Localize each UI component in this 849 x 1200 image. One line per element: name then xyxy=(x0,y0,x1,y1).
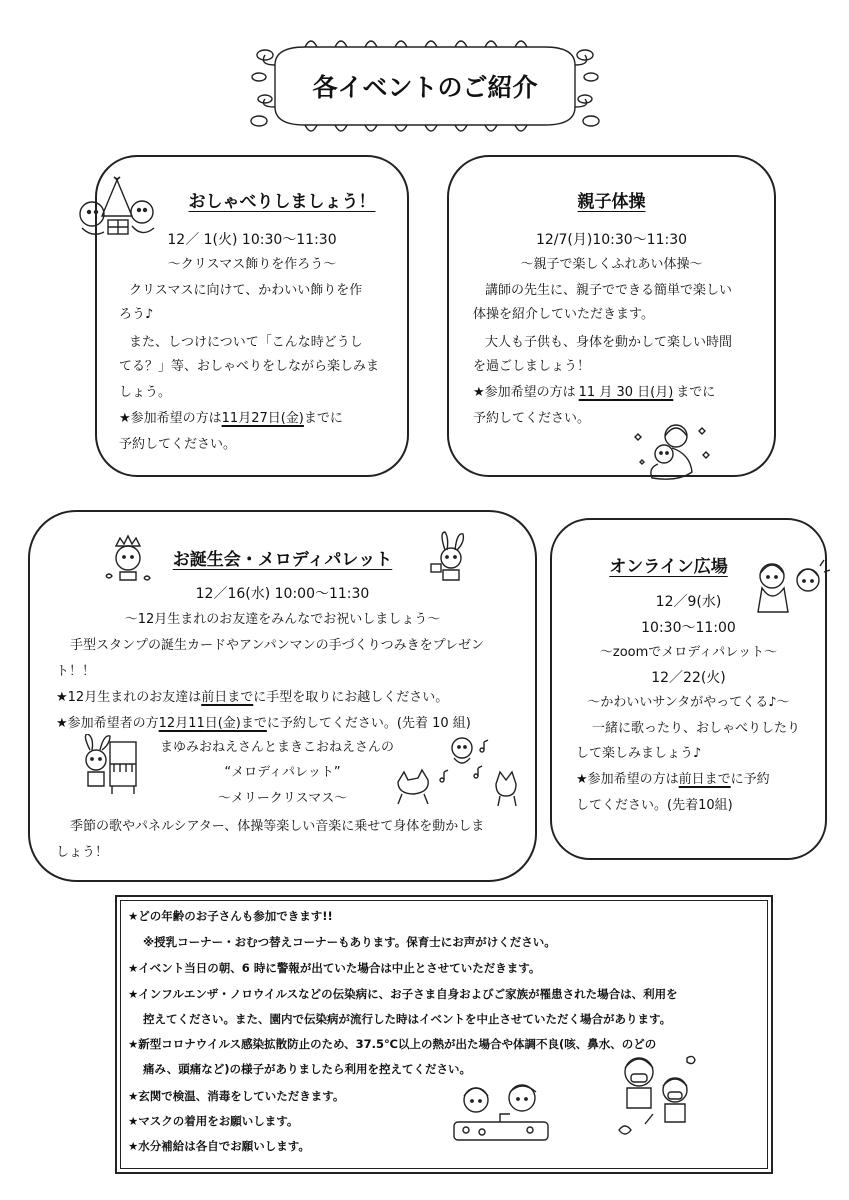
melody-parade-hosts: まゆみおねえさんとまきこおねえさんの xyxy=(160,740,395,755)
parent-child-exercise-card xyxy=(447,155,776,477)
birthday-event-text: ト！！ xyxy=(56,664,96,679)
birthday-reservation-deadline: 12月11日(金)まで xyxy=(158,716,267,731)
chat-event-date: 12／ 1(火) 10:30～11:30 xyxy=(167,232,337,248)
online-event-date-1: 12／9(水) xyxy=(655,594,722,610)
note-item: ※授乳コーナー・おむつ替えコーナーもあります。保育士にお声がけください。 xyxy=(143,935,556,949)
melody-parade-subtitle: ～メリークリスマス～ xyxy=(217,791,348,806)
exercise-event-text: 体操を紹介していただきます。 xyxy=(473,307,654,322)
online-event-subtitle-2: ～かわいいサンタがやってくる♪～ xyxy=(587,695,790,710)
birthday-event-subtitle: ～12月生まれのお友達をみんなでお祝いしましょう～ xyxy=(124,612,441,627)
singing-animals-illustration xyxy=(388,734,528,812)
children-washing-hands-illustration xyxy=(446,1082,556,1152)
online-event-subtitle-1: ～zoomでメロディパレット～ xyxy=(599,645,778,660)
birthday-reservation-note: ★参加希望者の方12月11日(金)までに予約してください。(先着 10 組) xyxy=(56,716,471,731)
rabbit-with-gift-illustration xyxy=(425,530,475,584)
online-reservation-deadline: 前日まで xyxy=(678,772,731,787)
online-event-date-2: 12／22(火) xyxy=(651,670,726,686)
crowned-child-illustration xyxy=(102,532,154,584)
page-title: 各イベントのご紹介 xyxy=(312,73,538,102)
note-item: ★イベント当日の朝、6 時に警報が出ていた場合は中止とさせていただきます。 xyxy=(128,961,541,975)
online-event-text: 一緒に歌ったり、おしゃべりしたり xyxy=(592,721,801,736)
chat-event-text: また、しつけについて「こんな時どうし xyxy=(129,335,363,350)
birthday-event-text: 手型スタンプの誕生カードやアンパンマンの手づくりつみきをプレゼン xyxy=(70,638,485,653)
note-item: 控えてください。また、園内で伝染病が流行した時はイベントを中止させていただく場合があります。 xyxy=(143,1012,672,1026)
birthday-handprint-note: ★12月生まれのお友達は前日までに手型を取りにお越しください。 xyxy=(56,690,449,705)
online-event-time-1: 10:30～11:00 xyxy=(641,620,736,636)
birthday-event-text: 季節の歌やパネルシアター、体操等楽しい音楽に乗せて身体を動かしま xyxy=(70,819,485,834)
note-item: ★インフルエンザ・ノロウイルスなどの伝染病に、お子さま自身およびご家族が罹患された場合は、利用を xyxy=(128,987,678,1001)
exercise-event-text: 予約してください。 xyxy=(473,411,591,426)
exercise-event-date: 12/7(月)10:30～11:30 xyxy=(535,232,688,248)
birthday-event-text: しょう！ xyxy=(56,845,109,860)
children-wearing-masks-illustration xyxy=(605,1050,700,1146)
chat-event-title: おしゃべりしましょう！ xyxy=(188,192,376,212)
handprint-deadline: 前日まで xyxy=(201,690,254,705)
chat-event-text: クリスマスに向けて、かわいい飾りを作 xyxy=(129,283,363,298)
parent-hugging-child-illustration xyxy=(632,420,712,488)
chat-event-text: ろう♪ xyxy=(119,307,154,322)
online-event-text: してください。(先着10組) xyxy=(576,798,733,813)
online-event-text: して楽しみましょう♪ xyxy=(576,746,702,761)
exercise-event-reservation: ★参加希望の方は 11 月 30 日(月) までに xyxy=(473,385,716,400)
exercise-event-text: 講師の先生に、親子でできる簡単で楽しい xyxy=(485,283,733,298)
melody-parade-title: “メロディパレット” xyxy=(224,765,341,780)
chat-event-text: てる？」等、おしゃべりをしながら楽しみま xyxy=(119,359,380,374)
online-event-title: オンライン広場 xyxy=(609,557,728,577)
note-item: ★どの年齢のお子さんも参加できます!! xyxy=(128,909,333,923)
note-item: ★マスクの着用をお願いします。 xyxy=(128,1114,299,1128)
exercise-reservation-deadline: 11 月 30 日(月) xyxy=(578,385,674,400)
chat-reservation-deadline: 11月27日(金) xyxy=(221,411,304,426)
exercise-event-text: を過ごしましょう！ xyxy=(473,359,591,374)
exercise-event-title: 親子体操 xyxy=(577,192,646,212)
note-item: ★水分補給は各自でお願いします。 xyxy=(128,1139,310,1153)
online-event-reservation: ★参加希望の方は前日までに予約 xyxy=(576,772,770,787)
christmas-tree-kids-illustration xyxy=(72,176,162,246)
note-item: ★玄関で検温、消毒をしていただきます。 xyxy=(128,1089,345,1103)
chat-event-text: しょう。 xyxy=(119,385,172,400)
chat-event-reservation: ★参加希望の方は11月27日(金)までに xyxy=(119,411,343,426)
birthday-event-title: お誕生会・メロディパレット xyxy=(172,550,393,570)
exercise-event-text: 大人も子供も、身体を動かして楽しい時間 xyxy=(485,335,733,350)
two-girls-illustration xyxy=(750,556,830,614)
note-item: 痛み、頭痛など)の様子がありましたら利用を控えてください。 xyxy=(143,1062,471,1076)
exercise-event-subtitle: ～親子で楽しくふれあい体操～ xyxy=(520,257,703,272)
chat-event-subtitle: ～クリスマス飾りを作ろう～ xyxy=(167,257,337,272)
birthday-event-date: 12／16(水) 10:00～11:30 xyxy=(195,586,370,602)
chat-event-text: 予約してください。 xyxy=(119,437,237,452)
rabbit-playing-piano-illustration xyxy=(72,734,142,798)
note-item: ★新型コロナウイルス感染拡散防止のため、37.5℃以上の熱が出た場合や体調不良(咳、鼻水、のどの xyxy=(128,1037,657,1051)
